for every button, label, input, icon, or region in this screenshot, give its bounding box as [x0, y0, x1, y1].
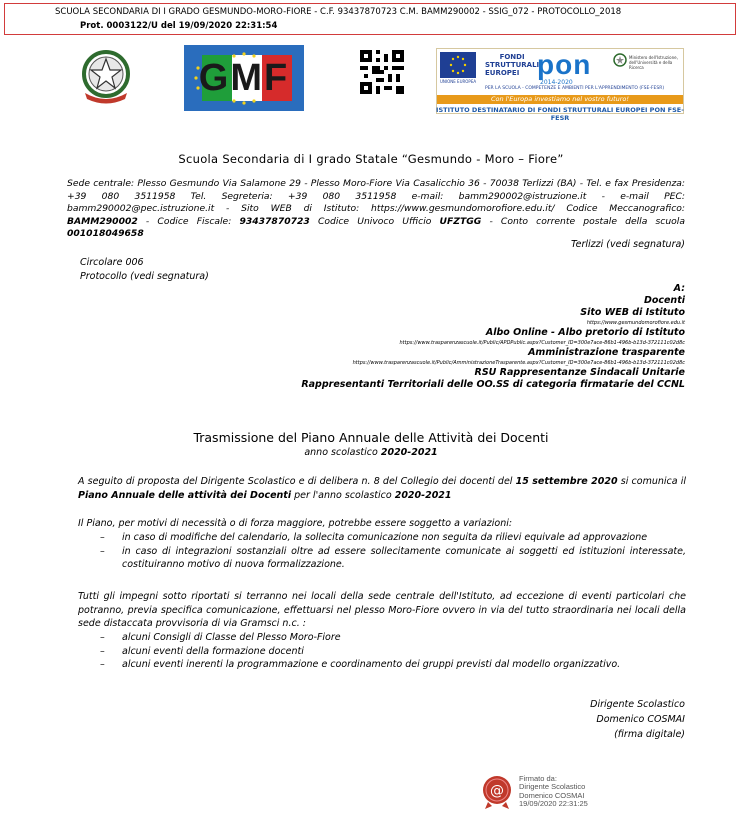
codice-meccanografico: BAMM290002 [67, 215, 138, 227]
list-item: – in caso di integrazioni sostanziali oltre ad essere sollecitamente comunicate ai soggetti ed istituzioni interessate, costituiranno motivo di nuova formalizzazione. [100, 545, 686, 570]
paragraph-locations: Tutti gli impegni sotto riportati si terranno nei locali della sede centrale dell'Istituto, ad eccezione di eventi particolari che potranno, previa specifica comunicazione, effettuarsi nel plesso Moro-Fiore ovvero in via del tutto straordinaria nei locali della sede distaccata provvisoria di via Gramsci n.c. : [78, 591, 686, 629]
signature-note: (firma digitale) [614, 729, 685, 740]
protocol-number: Prot. 0003122/U del 19/09/2020 22:31:54 [80, 21, 278, 31]
recipient-docenti: Docenti [643, 295, 685, 306]
signer-name: Domenico COSMAI [596, 714, 685, 725]
list-item: – alcuni eventi inerenti la programmazione e coordinamento dei gruppi previsti dal modello organizzativo. [100, 659, 621, 670]
paragraph-intro: A seguito di proposta del Dirigente Scolastico e di delibera n. 8 del Collegio dei docenti del 15 settembre 2020 si comunica il Piano Annuale delle attività dei Docenti per l'anno scolastico 2020-2021 [78, 476, 686, 501]
recipients-label: A: [673, 283, 685, 294]
svg-text:@: @ [490, 783, 504, 799]
codice-fiscale: 93437870723 [239, 215, 310, 227]
recipient-rsu: RSU Rappresentanze Sindacali Unitarie [474, 367, 685, 378]
place-date: Terlizzi (vedi segnatura) [571, 239, 685, 250]
recipient-albo: Albo Online - Albo pretorio di Istituto [485, 327, 685, 338]
pon-subtext: PER LA SCUOLA - COMPETENZE E AMBIENTI PER L'APPRENDIMENTO (FSE-FESR) [485, 86, 665, 91]
list-item: – alcuni eventi della formazione docenti [100, 645, 304, 657]
school-name: Scuola Secondaria di I grado Statale “Gesmundo - Moro – Fiore” [178, 152, 564, 166]
sito-url-link[interactable]: https://www.gesmundomorofiore.edu.it [586, 320, 685, 326]
list-item: – in caso di modifiche del calendario, la sollecita comunicazione non seguita da rilievi equivale ad approvazione [100, 532, 648, 543]
conto-corrente: 001018049658 [67, 228, 144, 240]
pon-motto: Con l'Europa investiamo nel vostro futuro! [437, 95, 683, 104]
qr-code-icon [360, 50, 404, 94]
ministry-label: Ministero dell'Istruzione, dell'Università e della Ricerca [629, 55, 678, 70]
recipients [85, 283, 685, 391]
document-title: Trasmissione del Piano Annuale delle Attività dei Docenti [193, 430, 549, 445]
digital-signature-stamp [481, 774, 621, 814]
amministrazione-url-link[interactable]: https://www.trasparenzascuole.it/Public/AmministrazioneTrasparente.aspx?Customer_ID=300e7ace-86b1-496b-b13d-372111c02d8c [352, 360, 685, 366]
school-address: Sede centrale: Plesso Gesmundo Via Salamone 29 - Plesso Moro-Fiore Via Casalicchio 36 - 70038 Terlizzi (BA) - Tel. e fax Presidenza: +39 080 3511958 Tel. Segreteria: +39 080 3511958 e-mail: bamm290002@istruzione.it - e-mail PEC: bamm290002@pec.istruzione.it - Sito WEB di Istituto: https://www.gesmundomorofiore.edu.it/ Codice Meccanografico: BAMM290002 - Codice Fiscale: 93437870723 Codice Univoco Ufficio UFZTGG - Conto corrente postale della scuola 001018049658 [67, 178, 685, 240]
variations-list [100, 531, 686, 572]
signer-role: Dirigente Scolastico [590, 699, 685, 710]
digital-seal-icon [481, 774, 513, 810]
albo-url-link[interactable]: https://www.trasparenzascuole.it/Public/APDPublic.aspx?Customer_ID=300e7ace-86b1-496b-b13d-372111c02d8c [399, 340, 685, 346]
digital-signature-text: Firmato da: Dirigente Scolastico Domenico COSMAI 19/09/2020 22:31:25 [519, 774, 588, 808]
italian-republic-emblem [75, 45, 137, 107]
pon-banner [436, 48, 684, 114]
paragraph-variations: Il Piano, per motivi di necessità o di forza maggiore, potrebbe essere soggetto a variazioni: [78, 518, 513, 529]
pon-years: 2014-2020 [540, 79, 573, 86]
pon-logo-text: pon [537, 49, 592, 80]
eu-label: UNIONE EUROPEA [440, 79, 477, 84]
school-logo-text: GMF [198, 57, 290, 99]
protocol-stamp-line1: SCUOLA SECONDARIA DI I GRADO GESMUNDO-MORO-FIORE - C.F. 93437870723 C.M. BAMM290002 - SSIG_072 - PROTOCOLLO_2018 [55, 7, 622, 17]
codice-univoco: UFZTGG [439, 215, 482, 227]
events-list [100, 631, 686, 672]
school-year: anno scolastico 2020-2021 [304, 447, 438, 458]
recipient-amministrazione: Amministrazione trasparente [528, 347, 685, 358]
circular-number: Circolare 006 [80, 257, 144, 268]
signature-block [590, 697, 685, 742]
ministry-crest-icon [613, 53, 627, 69]
recipient-rappresentanti: Rappresentanti Territoriali delle OO.SS di categoria firmatarie del CCNL [301, 379, 685, 390]
protocol-stamp [4, 3, 736, 35]
eu-flag-icon [440, 52, 476, 78]
protocol-reference: Protocollo (vedi segnatura) [80, 270, 209, 282]
pon-destination: ISTITUTO DESTINATARIO DI FONDI STRUTTURALI EUROPEI PON FSE-FESR [436, 106, 684, 122]
school-logo [184, 45, 304, 111]
pon-brand: FONDI STRUTTURALI EUROPEI [485, 53, 540, 77]
list-item: – alcuni Consigli di Classe del Plesso Moro-Fiore [100, 632, 341, 643]
recipient-sito: Sito WEB di Istituto [580, 307, 685, 318]
circular-info [80, 256, 209, 283]
